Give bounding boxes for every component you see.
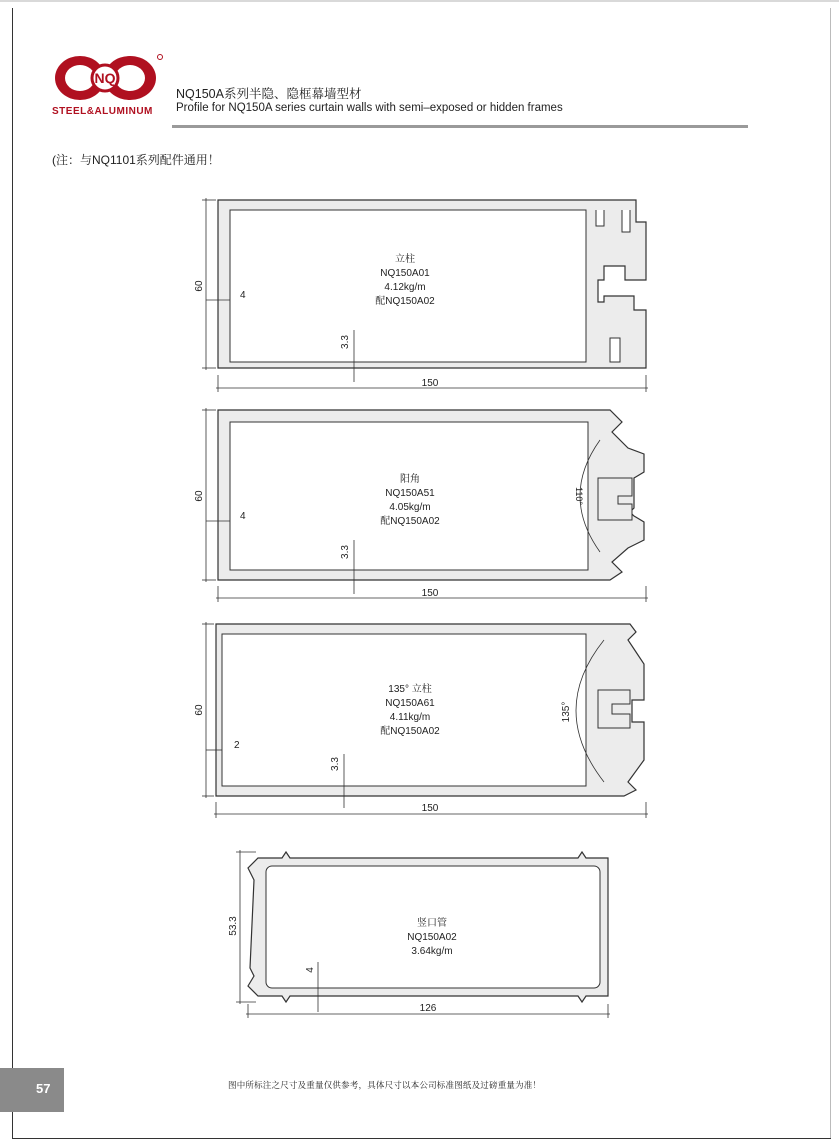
profile-1-slot-c bbox=[610, 338, 620, 362]
profile-3-dim-width: 150 bbox=[421, 803, 439, 814]
profile-3-dim-wall: 2 bbox=[234, 740, 240, 751]
profile-4-dim-wall: 4 bbox=[305, 967, 316, 973]
profile-2-code: NQ150A51 bbox=[385, 488, 435, 499]
profile-3-weight: 4.11kg/m bbox=[389, 712, 431, 723]
profile-4-weight: 3.64kg/m bbox=[411, 946, 453, 957]
logo-mark: NQ bbox=[94, 70, 116, 86]
profile-4-dim-width: 126 bbox=[419, 1003, 437, 1014]
profile-2-dim-width: 150 bbox=[421, 588, 439, 599]
profile-1-dim-wall: 4 bbox=[240, 290, 246, 301]
profile-3-name: 135° 立柱 bbox=[388, 684, 432, 695]
profile-drawing-4 bbox=[228, 850, 610, 1018]
logo-text: STEEL&ALUMINUM bbox=[52, 106, 153, 117]
profile-drawing-3 bbox=[194, 622, 648, 818]
profile-4-dim-height: 53.3 bbox=[228, 916, 239, 936]
footer-disclaimer: 图中所标注之尺寸及重量仅供参考，具体尺寸以本公司标准图纸及过磅重量为准！ bbox=[228, 1080, 542, 1090]
profile-3-dim-angle: 135° bbox=[561, 701, 572, 723]
profile-2-name: 阳角 bbox=[400, 474, 420, 485]
profile-3-match: 配NQ150A02 bbox=[380, 726, 440, 737]
profile-2-dim-height: 60 bbox=[194, 490, 205, 502]
profile-1-slot-b bbox=[622, 210, 630, 232]
profile-1-code: NQ150A01 bbox=[380, 268, 430, 279]
profile-2-dim-wall: 4 bbox=[240, 511, 246, 522]
profile-3-code: NQ150A61 bbox=[385, 698, 435, 709]
profile-1-weight: 4.12kg/m bbox=[384, 282, 426, 293]
profile-1-slot-a bbox=[596, 210, 604, 226]
profile-3-dim-height: 60 bbox=[194, 704, 205, 716]
profile-2-match: 配NQ150A02 bbox=[380, 516, 440, 527]
profile-2-dim-inner: 3.3 bbox=[340, 545, 351, 559]
page-number: 57 bbox=[36, 1081, 51, 1096]
profile-2-weight: 4.05kg/m bbox=[389, 502, 431, 513]
profile-1-name: 立柱 bbox=[395, 254, 415, 265]
profile-1-dim-width: 150 bbox=[421, 378, 439, 389]
profile-4-code: NQ150A02 bbox=[407, 932, 457, 943]
profile-drawing-2 bbox=[194, 408, 648, 602]
profile-4-name: 竖口管 bbox=[417, 918, 447, 929]
profile-1-dim-height: 60 bbox=[194, 280, 205, 292]
profile-1-dim-inner: 3.3 bbox=[340, 335, 351, 349]
profile-1-match: 配NQ150A02 bbox=[375, 296, 435, 307]
profile-3-dim-inner: 3.3 bbox=[330, 757, 341, 771]
page-number-tab bbox=[0, 1068, 64, 1112]
compatibility-note: (注：与NQ1101系列配件通用！ bbox=[52, 153, 220, 167]
page-title-chinese: NQ150A系列半隐、隐框幕墙型材 bbox=[176, 87, 362, 101]
profile-2-dim-angle: 110° bbox=[574, 487, 584, 505]
profile-3-cavity bbox=[222, 634, 586, 786]
page-title-english: Profile for NQ150A series curtain walls with semi–exposed or hidden frames bbox=[176, 102, 563, 114]
profile-drawing-1 bbox=[194, 198, 648, 392]
